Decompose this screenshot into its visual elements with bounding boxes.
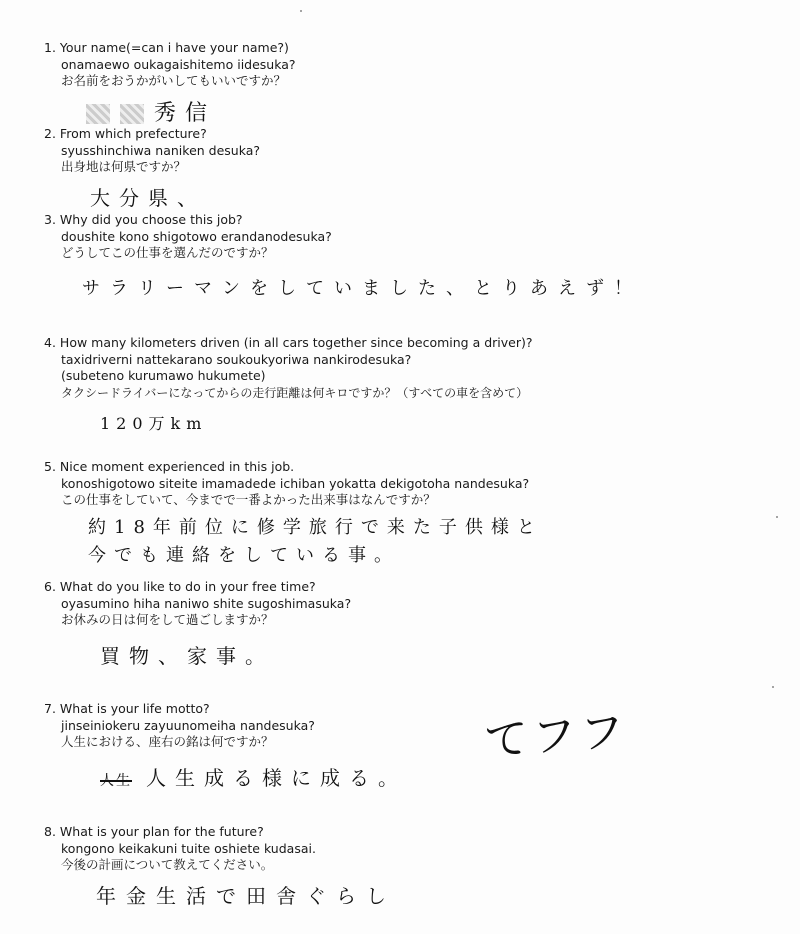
question-2 <box>44 126 260 176</box>
answer-3: サラリーマンをしていました、とりあえず！ <box>82 278 642 299</box>
answer-5-line-1: 約18年前位に修学旅行で来た子供様と <box>88 517 543 538</box>
question-1-romaji: onamaewo oukagaishitemo iidesuka? <box>61 56 296 72</box>
scan-speck <box>776 516 778 518</box>
question-6-japanese: お休みの日は何をして過ごしますか？ <box>61 612 274 627</box>
redacted-name-1 <box>86 104 110 124</box>
question-3-romaji: doushite kono shigotowo erandanodesuka? <box>61 228 332 244</box>
question-7 <box>44 701 315 751</box>
question-5-japanese: この仕事をしていて、今までで一番よかった出来事はなんですか？ <box>61 492 436 507</box>
scan-speck <box>772 686 774 688</box>
question-1-japanese: お名前をおうかがいしてもいいですか？ <box>61 73 287 88</box>
answer-4: 120万km <box>100 414 208 433</box>
question-8 <box>44 824 316 874</box>
answer-8: 年金生活で田舎ぐらし <box>96 884 396 908</box>
question-7-english: 7. What is your life motto? <box>44 701 210 716</box>
question-6-romaji: oyasumino hiha naniwo shite sugoshimasuka? <box>61 595 352 611</box>
scan-speck <box>300 10 302 12</box>
answer-7 <box>100 762 407 791</box>
answer-7-text: 人生成る様に成る。 <box>146 766 407 790</box>
question-5-english: 5. Nice moment experienced in this job. <box>44 459 295 474</box>
question-2-english: 2. From which prefecture? <box>44 126 207 141</box>
question-4-romaji: taxidriverni nattekarano soukoukyoriwa nankirodesuka? <box>61 351 412 367</box>
question-6-english: 6. What do you like to do in your free time? <box>44 579 316 594</box>
question-7-japanese: 人生における、座右の銘は何ですか？ <box>61 734 274 749</box>
question-2-japanese: 出身地は何県ですか？ <box>61 159 187 174</box>
question-3-english: 3. Why did you choose this job? <box>44 212 243 227</box>
question-4 <box>44 335 533 401</box>
answer-5 <box>88 514 543 570</box>
question-5 <box>44 459 529 509</box>
question-8-romaji: kongono keikakuni tuite oshiete kudasai. <box>61 840 316 856</box>
answer-2: 大分県、 <box>90 186 206 210</box>
question-4-japanese: タクシードライバーになってからの走行距離は何キロですか？（すべての車を含めて） <box>61 385 529 400</box>
question-3-japanese: どうしてこの仕事を選んだのですか？ <box>61 245 274 260</box>
answer-1: 秀信 <box>86 96 216 127</box>
question-8-japanese: 今後の計画について教えてください。 <box>61 857 274 872</box>
question-4-english: 4. How many kilometers driven (in all cars together since becoming a driver)? <box>44 335 533 350</box>
question-3 <box>44 212 332 262</box>
question-8-english: 8. What is your plan for the future? <box>44 824 264 839</box>
answer-6: 買物、家事。 <box>100 644 274 668</box>
question-1 <box>44 40 296 90</box>
answer-7-struck-word: 人生 <box>100 773 132 789</box>
redacted-name-2 <box>120 104 144 124</box>
question-2-romaji: syusshinchiwa naniken desuka? <box>61 142 261 158</box>
question-6 <box>44 579 351 629</box>
question-5-romaji: konoshigotowo siteite imamadede ichiban yokatta dekigotoha nandesuka? <box>61 475 530 491</box>
question-4-romaji-note: (subeteno kurumawo hukumete) <box>61 368 266 383</box>
question-7-romaji: jinseiniokeru zayuunomeiha nandesuka? <box>61 717 315 733</box>
answer-7-note: てフフ <box>482 706 630 767</box>
answer-5-line-2: 今でも連絡をしている事。 <box>88 545 400 566</box>
question-1-english: 1. Your name(=can i have your name?) <box>44 40 289 55</box>
